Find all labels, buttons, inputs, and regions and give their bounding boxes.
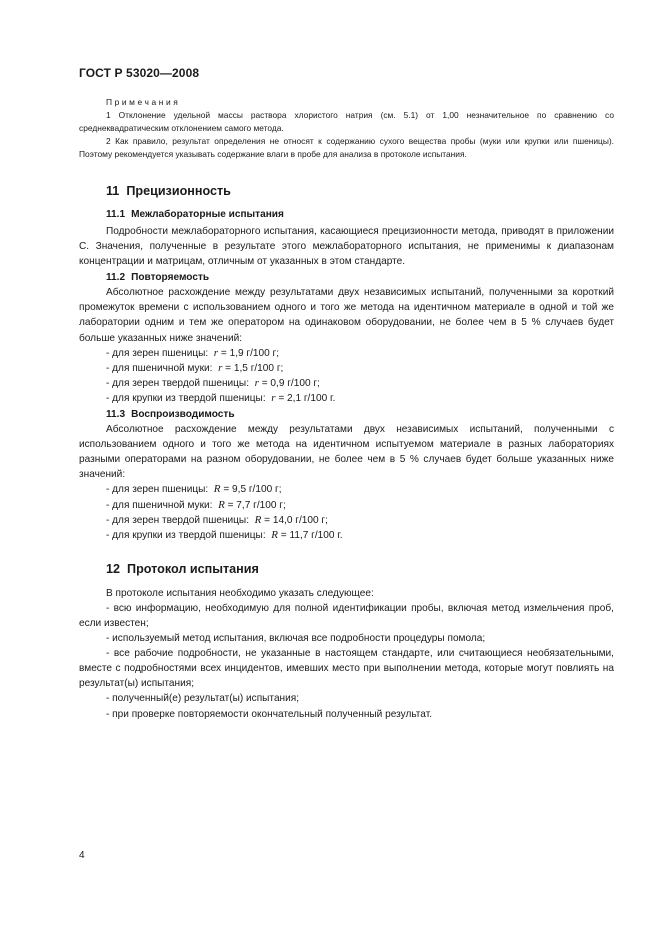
list-item: - для крупки из твердой пшеницы: R = 11,7 г/100 г. bbox=[106, 528, 343, 541]
page-content bbox=[79, 96, 614, 722]
list-item: - полученный(е) результат(ы) испытания; bbox=[106, 693, 300, 705]
subsection-number: 11.2 bbox=[106, 272, 126, 284]
subsection-title: Воспроизводимость bbox=[131, 409, 235, 421]
notes-block bbox=[79, 96, 614, 161]
subsection-11-2-text: Абсолютное расхождение между результатами двух независимых испытаний, полученными за короткий промежуток времени с использованием одного и того же метода на идентичном материале в одной и той же лаборатории одним и тем же оператором на одинаковом оборудовании, не более чем в 5 % случаев будет больше указанных ниже значений: bbox=[79, 287, 614, 344]
list-item: - все рабочие подробности, не указанные в настоящем стандарте, или считающиеся необязательными, вместе с подробностями всех инцидентов, имевших место при выполнении метода, которые могут повлиять на результат(ы) испытания; bbox=[79, 648, 614, 690]
note-1: 1 Отклонение удельной массы раствора хлористого натрия (см. 5.1) от 1,00 незначительное по сравнению со среднеквадратическим отклонением самого метода. bbox=[79, 110, 614, 133]
section-number: 12 bbox=[106, 561, 121, 576]
note-2: 2 Как правило, результат определения не относят к содержанию сухого вещества пробы (муки или крупки или пшеницы). Поэтому рекомендуется указывать содержание влаги в пробе для анализа в протоколе испытания. bbox=[79, 136, 614, 159]
notes-title: Примечания bbox=[106, 97, 181, 107]
section-11-heading bbox=[79, 183, 614, 199]
list-item: - для пшеничной муки: R = 7,7 г/100 г; bbox=[106, 498, 286, 511]
section-12 bbox=[79, 561, 614, 722]
section-12-intro: В протоколе испытания необходимо указать следующее: bbox=[106, 587, 374, 599]
section-title: Протокол испытания bbox=[127, 561, 259, 576]
section-12-heading bbox=[79, 561, 614, 577]
subsection-11-1-text: Подробности межлабораторного испытания, касающиеся прецизионности метода, приводят в приложении С. Значения, полученные в результате этого межлабораторного испытания, не применимы к диапазонам концентрации и матрицам, отличным от указанных в этом стандарте. bbox=[79, 226, 614, 268]
section-number: 11 bbox=[106, 184, 120, 198]
document-code: ГОСТ Р 53020—2008 bbox=[79, 66, 200, 80]
list-item: - при проверке повторяемости окончательный полученный результат. bbox=[106, 708, 433, 720]
subsection-title: Повторяемость bbox=[131, 272, 210, 284]
list-item: - для зерен пшеницы: r = 1,9 г/100 г; bbox=[106, 346, 280, 359]
list-item: - для зерен пшеницы: R = 9,5 г/100 г; bbox=[106, 483, 282, 496]
page-number: 4 bbox=[79, 850, 85, 861]
list-item: - для пшеничной муки: r = 1,5 г/100 г; bbox=[106, 361, 284, 374]
subsection-title: Межлабораторные испытания bbox=[131, 209, 284, 220]
subsection-11-3-heading bbox=[79, 407, 614, 422]
subsection-11-2-heading bbox=[79, 270, 614, 285]
list-item: - всю информацию, необходимую для полной идентификации пробы, включая метод измельчения проб, если известен; bbox=[79, 602, 614, 629]
list-item: - для зерен твердой пшеницы: r = 0,9 г/100 г; bbox=[106, 376, 320, 389]
list-item: - для зерен твердой пшеницы: R = 14,0 г/100 г; bbox=[106, 513, 328, 526]
list-item: - используемый метод испытания, включая все подробности процедуры помола; bbox=[106, 633, 486, 645]
subsection-11-3-text: Абсолютное расхождение между результатами двух независимых испытаний, полученными с использованием одного и того же метода на идентичном испытуемом материале в разных лабораториях разными операторами на разном оборудовании, не более чем в 5 % случаев будет больше указанных ниже значений: bbox=[79, 424, 614, 481]
list-item: - для крупки из твердой пшеницы: r = 2,1 г/100 г. bbox=[106, 391, 336, 404]
section-11 bbox=[79, 183, 614, 543]
section-title: Прецизионность bbox=[126, 184, 231, 198]
subsection-number: 11.3 bbox=[106, 409, 126, 421]
subsection-number: 11.1 bbox=[106, 209, 126, 220]
subsection-11-1-heading bbox=[79, 207, 614, 222]
